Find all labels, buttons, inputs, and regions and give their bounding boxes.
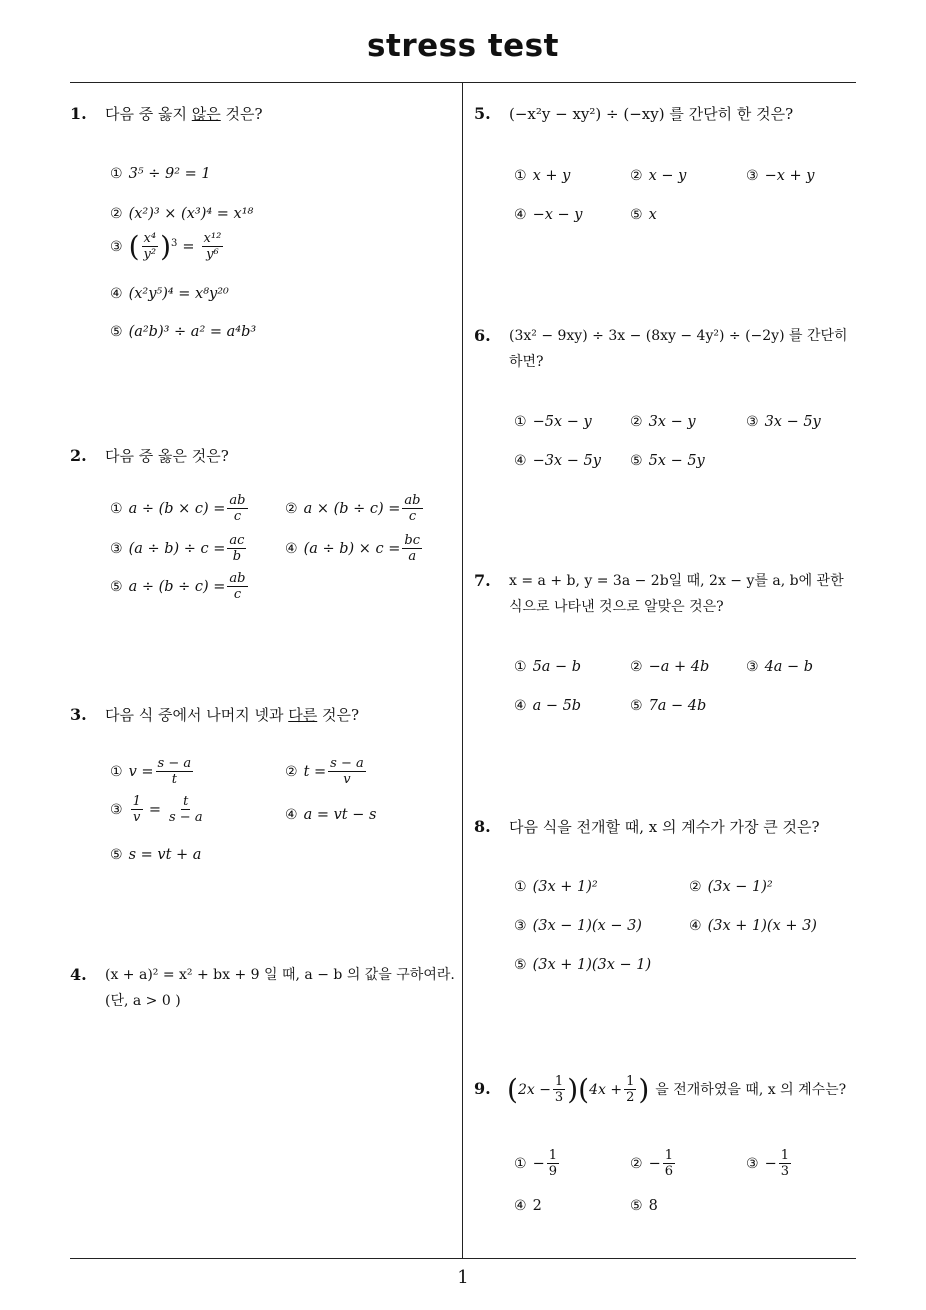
option-marker: ② xyxy=(630,1155,643,1172)
question-5 xyxy=(474,101,859,231)
option-text: 7a − 4b xyxy=(648,698,707,714)
numerator: 1 xyxy=(780,1148,789,1163)
denominator: 9 xyxy=(548,1164,557,1179)
page-title: stress test xyxy=(367,28,559,64)
option-marker: ③ xyxy=(110,801,123,818)
expression-part: 4x + xyxy=(589,1081,623,1098)
option-marker: ④ xyxy=(514,698,527,714)
option-text: −x + y xyxy=(764,168,815,184)
option-text: −x − y xyxy=(532,207,583,223)
option-marker: ③ xyxy=(110,238,123,255)
question-9 xyxy=(474,1072,859,1216)
option-2[interactable] xyxy=(110,201,253,227)
option-3[interactable] xyxy=(746,409,821,435)
option-5[interactable] xyxy=(110,319,256,345)
fraction xyxy=(156,756,194,787)
question-8 xyxy=(474,814,859,984)
denominator: v xyxy=(343,772,351,787)
fraction xyxy=(227,571,247,602)
option-text: 5a − b xyxy=(532,659,582,675)
fraction xyxy=(624,1074,636,1105)
expression-part: 2x − xyxy=(517,1081,551,1098)
option-text: s = vt + a xyxy=(128,847,202,863)
option-marker: ② xyxy=(285,763,298,780)
text-part: 다음 중 옳지 xyxy=(105,105,192,123)
denominator: s − a xyxy=(169,810,203,825)
option-lhs: a ÷ (b × c) = xyxy=(128,500,226,517)
option-text: 3x − y xyxy=(648,414,696,430)
option-5[interactable] xyxy=(630,448,705,474)
option-text: a − 5b xyxy=(532,698,582,714)
option-2[interactable] xyxy=(689,874,773,900)
question-number: 7. xyxy=(474,571,491,590)
option-marker: ② xyxy=(689,879,702,895)
option-text: 2 xyxy=(532,1198,542,1214)
question-number: 6. xyxy=(474,326,491,345)
bottom-rule xyxy=(70,1258,856,1259)
fraction xyxy=(553,1074,565,1105)
question-3 xyxy=(70,702,450,882)
numerator: ab xyxy=(229,493,246,508)
numerator: 1 xyxy=(664,1148,673,1163)
numerator: s − a xyxy=(157,756,192,771)
option-2[interactable] xyxy=(630,409,696,435)
page-number: 1 xyxy=(457,1267,469,1288)
fraction xyxy=(328,756,366,787)
right-paren: ) xyxy=(638,1072,650,1106)
option-3[interactable] xyxy=(746,163,814,189)
fraction xyxy=(402,533,422,564)
question-line: x = a + b, y = 3a − 2b일 때, 2x − y를 a, b에 관한 xyxy=(509,573,844,589)
option-3[interactable] xyxy=(110,794,207,825)
option-marker: ⑤ xyxy=(630,207,643,223)
right-paren: ) xyxy=(567,1072,579,1106)
top-rule xyxy=(70,82,856,83)
option-3[interactable] xyxy=(746,1148,793,1179)
denominator: c xyxy=(233,587,242,602)
left-paren: ( xyxy=(128,229,140,263)
option-text: 3⁵ ÷ 9² = 1 xyxy=(128,166,211,182)
denominator: a xyxy=(408,549,417,564)
option-marker: ② xyxy=(630,168,643,184)
exponent: 3 xyxy=(171,238,178,249)
fraction xyxy=(402,493,422,524)
option-marker: ⑤ xyxy=(110,847,123,863)
question-number: 8. xyxy=(474,817,491,836)
option-marker: ② xyxy=(630,414,643,430)
option-4[interactable] xyxy=(110,281,229,307)
text-part: 것은? xyxy=(317,706,360,724)
numerator: bc xyxy=(404,533,421,548)
option-2[interactable] xyxy=(285,756,368,787)
question-text xyxy=(509,568,859,620)
numerator: x¹² xyxy=(203,231,222,246)
option-marker: ④ xyxy=(110,286,123,302)
option-4[interactable] xyxy=(514,1193,542,1219)
option-marker: ② xyxy=(110,206,123,222)
question-line: (3x² − 9xy) ÷ 3x − (8xy − 4y²) ÷ (−2y) 를 간단히 xyxy=(509,328,848,344)
option-5[interactable] xyxy=(514,952,651,978)
numerator: ab xyxy=(229,571,246,586)
option-text: 4a − b xyxy=(764,659,814,675)
option-marker: ③ xyxy=(746,168,759,184)
option-4[interactable] xyxy=(514,693,581,719)
option-lhs: a ÷ (b ÷ c) = xyxy=(128,578,226,595)
question-text xyxy=(105,702,455,728)
question-2 xyxy=(70,443,450,623)
denominator: y² xyxy=(143,247,157,262)
question-text: 다음 중 옳은 것은? xyxy=(105,447,229,465)
option-5[interactable] xyxy=(110,842,201,868)
option-marker: ④ xyxy=(285,807,298,823)
option-4[interactable] xyxy=(285,533,424,564)
option-3[interactable] xyxy=(746,654,813,680)
question-6 xyxy=(474,323,859,473)
option-marker: ⑤ xyxy=(110,578,123,595)
underlined-text: 않은 xyxy=(191,105,221,123)
option-marker: ⑤ xyxy=(110,324,123,340)
option-lhs: (a ÷ b) ÷ c = xyxy=(128,540,226,557)
option-marker: ① xyxy=(110,763,123,780)
question-line: 식으로 나타낸 것으로 알맞은 것은? xyxy=(509,599,724,615)
option-2[interactable] xyxy=(630,163,686,189)
right-paren: ) xyxy=(160,229,171,263)
option-marker: ② xyxy=(630,659,643,675)
fraction xyxy=(131,794,143,825)
option-marker: ⑤ xyxy=(630,698,643,714)
question-number: 9. xyxy=(474,1079,491,1098)
option-marker: ④ xyxy=(514,207,527,223)
question-number: 4. xyxy=(70,965,87,984)
option-3[interactable] xyxy=(110,533,248,564)
question-7 xyxy=(474,568,859,718)
option-4[interactable] xyxy=(514,448,601,474)
option-text: (3x + 1)(3x − 1) xyxy=(532,957,652,973)
option-text: x − y xyxy=(648,168,687,184)
option-5[interactable] xyxy=(630,1193,658,1219)
numerator: s − a xyxy=(330,756,364,771)
fraction xyxy=(167,794,205,825)
option-marker: ① xyxy=(514,659,527,675)
numerator: 1 xyxy=(548,1148,557,1163)
option-marker: ⑤ xyxy=(630,1198,643,1214)
option-text: 3x − 5y xyxy=(764,414,821,430)
option-3[interactable] xyxy=(514,913,642,939)
option-marker: ③ xyxy=(514,918,527,934)
numerator: x⁴ xyxy=(143,231,157,246)
question-1 xyxy=(70,101,450,361)
denominator: y⁶ xyxy=(206,247,219,262)
equals-sign: = xyxy=(148,801,161,818)
option-marker: ① xyxy=(110,500,123,517)
option-marker: ④ xyxy=(689,918,702,934)
question-number: 3. xyxy=(70,705,87,724)
option-lhs: a × (b ÷ c) = xyxy=(303,500,401,517)
denominator: 3 xyxy=(554,1090,564,1105)
option-1[interactable] xyxy=(514,874,598,900)
option-text: (x²)³ × (x³)⁴ = x¹⁸ xyxy=(128,206,254,222)
option-marker: ③ xyxy=(746,1155,759,1172)
option-text: (3x + 1)(x + 3) xyxy=(707,918,817,934)
text-part: 것은? xyxy=(220,105,263,123)
option-2[interactable] xyxy=(285,493,425,524)
option-text: x xyxy=(648,207,657,223)
option-marker: ③ xyxy=(746,659,759,675)
question-line: (단, a > 0 ) xyxy=(105,993,181,1009)
option-marker: ④ xyxy=(285,540,298,557)
numerator: t xyxy=(183,794,189,809)
option-text: (x²y⁵)⁴ = x⁸y²⁰ xyxy=(128,286,229,302)
question-number: 1. xyxy=(70,104,87,123)
numerator: 1 xyxy=(626,1074,635,1089)
denominator: 2 xyxy=(626,1090,635,1105)
option-marker: ④ xyxy=(514,1198,527,1214)
fraction xyxy=(227,533,246,564)
fraction xyxy=(663,1148,675,1179)
option-text: −5x − y xyxy=(532,414,592,430)
option-2[interactable] xyxy=(630,654,709,680)
numerator: ac xyxy=(229,533,245,548)
denominator: c xyxy=(408,509,417,524)
option-lhs: t = xyxy=(303,763,327,780)
fraction xyxy=(202,231,224,262)
option-marker: ① xyxy=(514,1155,527,1172)
question-4 xyxy=(70,962,455,1022)
option-3[interactable] xyxy=(110,231,225,262)
option-2[interactable] xyxy=(630,1148,677,1179)
option-lhs: (a ÷ b) × c = xyxy=(303,540,401,557)
question-text xyxy=(105,962,455,1014)
question-text xyxy=(105,101,455,127)
option-text: (3x − 1)² xyxy=(707,879,773,895)
option-1[interactable] xyxy=(514,654,581,680)
option-marker: ⑤ xyxy=(630,453,643,469)
option-5[interactable] xyxy=(630,202,657,228)
option-marker: ① xyxy=(514,879,527,895)
option-marker: ② xyxy=(285,500,298,517)
fraction xyxy=(142,231,159,262)
option-1[interactable] xyxy=(514,1148,561,1179)
underlined-text: 다른 xyxy=(288,706,318,724)
option-marker: ③ xyxy=(110,540,123,557)
text-part: 다음 식 중에서 나머지 넷과 xyxy=(105,706,289,724)
option-5[interactable] xyxy=(110,571,250,602)
fraction xyxy=(227,493,247,524)
fraction xyxy=(779,1148,791,1179)
option-marker: ④ xyxy=(514,453,527,469)
equals-sign: = xyxy=(182,238,195,255)
option-1[interactable] xyxy=(514,163,570,189)
question-line: (x + a)² = x² + bx + 9 일 때, a − b 의 값을 구하여라. xyxy=(105,967,455,983)
option-4[interactable] xyxy=(514,202,582,228)
option-text: a = vt − s xyxy=(303,807,377,823)
option-lhs: v = xyxy=(128,763,154,780)
denominator: c xyxy=(233,509,242,524)
denominator: 6 xyxy=(664,1164,673,1179)
option-1[interactable] xyxy=(110,493,250,524)
option-marker: ① xyxy=(514,414,527,430)
denominator: b xyxy=(232,549,242,564)
minus-sign: − xyxy=(764,1155,777,1172)
option-text: (3x + 1)² xyxy=(532,879,598,895)
option-text: −a + 4b xyxy=(648,659,710,675)
option-text: 5x − 5y xyxy=(648,453,705,469)
option-1[interactable] xyxy=(514,409,592,435)
minus-sign: − xyxy=(648,1155,661,1172)
left-paren: ( xyxy=(507,1072,518,1106)
question-text xyxy=(509,323,859,375)
question-text: 다음 식을 전개할 때, x 의 계수가 가장 큰 것은? xyxy=(509,818,820,836)
denominator: 3 xyxy=(780,1164,789,1179)
option-text: −3x − 5y xyxy=(532,453,601,469)
minus-sign: − xyxy=(532,1155,545,1172)
column-divider xyxy=(462,82,463,1258)
numerator: ab xyxy=(404,493,421,508)
numerator: 1 xyxy=(554,1074,564,1089)
question-line: 을 전개하였을 때, x 의 계수는? xyxy=(655,1081,847,1098)
option-marker: ① xyxy=(110,166,123,182)
option-marker: ⑤ xyxy=(514,957,527,973)
question-number: 2. xyxy=(70,446,87,465)
left-paren: ( xyxy=(578,1072,590,1106)
option-text: (3x − 1)(x − 3) xyxy=(532,918,642,934)
question-line: 하면? xyxy=(509,354,544,370)
option-text: 8 xyxy=(648,1198,658,1214)
option-text: (a²b)³ ÷ a² = a⁴b³ xyxy=(128,324,257,340)
denominator: t xyxy=(171,772,177,787)
option-marker: ① xyxy=(514,168,527,184)
question-text xyxy=(507,1074,846,1105)
fraction xyxy=(547,1148,559,1179)
option-1[interactable] xyxy=(110,756,195,787)
option-4[interactable] xyxy=(285,802,376,828)
numerator: 1 xyxy=(132,794,141,809)
option-text: x + y xyxy=(532,168,571,184)
denominator: v xyxy=(133,810,141,825)
question-number: 5. xyxy=(474,104,491,123)
option-5[interactable] xyxy=(630,693,706,719)
option-1[interactable] xyxy=(110,161,211,187)
question-text: (−x²y − xy²) ÷ (−xy) 를 간단히 한 것은? xyxy=(509,105,794,123)
option-4[interactable] xyxy=(689,913,817,939)
option-marker: ③ xyxy=(746,414,759,430)
